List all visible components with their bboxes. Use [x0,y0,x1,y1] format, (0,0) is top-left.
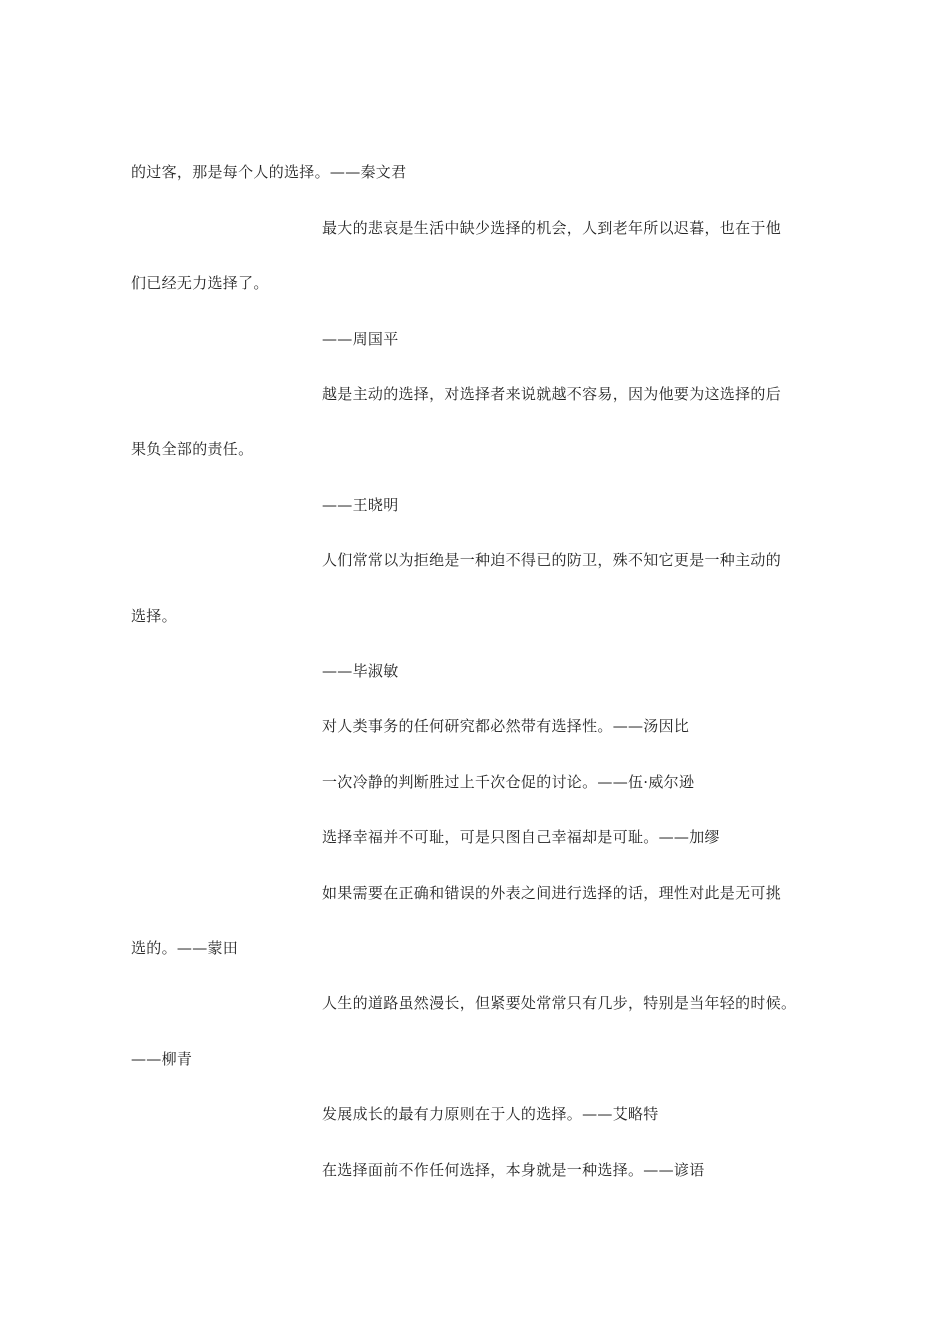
text-line: 的过客，那是每个人的选择。——秦文君 [131,163,407,181]
text-line: 人们常常以为拒绝是一种迫不得已的防卫，殊不知它更是一种主动的 [322,551,782,569]
text-line: ——毕淑敏 [322,662,399,680]
text-line: 发展成长的最有力原则在于人的选择。——艾略特 [322,1105,659,1123]
text-line: ——周国平 [322,330,399,348]
text-line: 们已经无力选择了。 [131,274,269,292]
text-line: 最大的悲哀是生活中缺少选择的机会，人到老年所以迟暮，也在于他 [322,219,782,237]
text-line: 如果需要在正确和错误的外表之间进行选择的话，理性对此是无可挑 [322,884,782,902]
text-line: ——柳青 [131,1050,193,1068]
text-line: 在选择面前不作任何选择，本身就是一种选择。——谚语 [322,1161,705,1179]
text-line: 果负全部的责任。 [131,440,254,458]
text-line: 选的。——蒙田 [131,939,239,957]
text-line: 对人类事务的任何研究都必然带有选择性。——汤因比 [322,717,690,735]
text-line: 选择。 [131,607,177,625]
text-line: 越是主动的选择，对选择者来说就越不容易，因为他要为这选择的后 [322,385,782,403]
text-line: 一次冷静的判断胜过上千次仓促的讨论。——伍·威尔逊 [322,773,695,791]
text-line: ——王晓明 [322,496,399,514]
text-line: 人生的道路虽然漫长，但紧要处常常只有几步，特别是当年轻的时候。 [322,994,797,1012]
text-line: 选择幸福并不可耻，可是只图自己幸福却是可耻。——加缪 [322,828,720,846]
